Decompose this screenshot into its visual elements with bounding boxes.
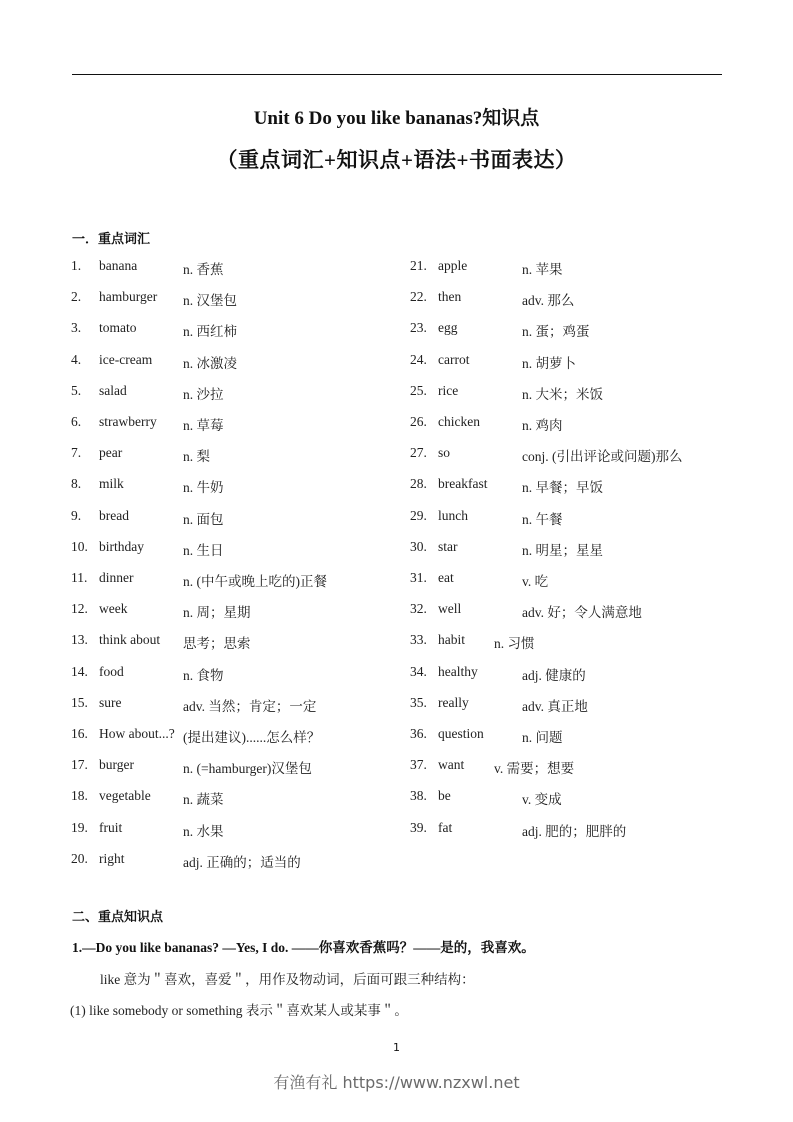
vocab-word: How about...? [99,726,175,741]
vocab-definition: v. 变成 [522,792,562,808]
vocab-number: 37. [410,757,427,773]
vocab-definition: n. 习惯 [494,636,535,652]
vocab-definition: n. (中午或晚上吃的)正餐 [183,574,327,589]
vocab-number: 34. [410,663,427,679]
vocab-number: 1. [71,258,82,273]
vocab-number: 38. [410,788,427,804]
vocab-number: 14. [71,663,88,679]
vocab-number: 20. [71,850,88,866]
vocab-definition: n. 苹果 [522,262,563,277]
vocab-definition: n. 梨 [183,449,210,465]
vocab-definition: n. 大米；米饭 [522,386,603,402]
vocab-number: 15. [71,694,88,710]
vocab-definition: v. 需要；想要 [494,761,575,777]
vocab-number: 5. [71,382,82,398]
section-heading-vocabulary: 一．重点词汇 [72,232,151,247]
vocab-word: then [438,289,462,305]
vocab-word: week [99,601,128,617]
vocab-definition: n. 周；星期 [183,605,251,621]
document-title: Unit 6 Do you like bananas?知识点 [253,108,540,129]
vocab-definition: n. 汉堡包 [183,293,237,309]
vocab-number: 12. [71,601,88,617]
vocab-definition: adj. 健康的 [522,667,586,683]
header-rule [72,74,722,75]
vocab-word: breakfast [438,476,488,492]
vocab-definition: (提出建议)......怎么样？ [183,730,321,745]
vocab-definition: n. 明星；星星 [522,542,603,558]
vocab-word: habit [438,632,465,648]
vocab-word: rice [438,382,459,398]
vocab-definition: conj. (引出评论或问题)那么 [522,449,683,465]
vocab-number: 28. [410,476,427,492]
vocab-word: ice-cream [99,351,153,367]
vocab-number: 8. [71,476,82,492]
vocab-number: 29. [410,507,427,523]
key-point-1-title: 1.—Do you like bananas? —Yes, I do. ——你喜欢香蕉吗？——是的，我喜欢。 [72,940,535,955]
vocab-number: 16. [71,726,88,741]
key-point-1-structure-1: (1) like somebody or something 表示＂喜欢某人或某事＂。 [70,1003,408,1018]
vocab-definition: adj. 正确的；适当的 [183,854,301,870]
vocab-word: really [438,694,469,710]
vocab-word: hamburger [99,289,158,305]
vocab-number: 36. [410,726,427,741]
vocab-definition: v. 吃 [522,574,549,589]
vocab-word: eat [438,570,454,585]
vocab-definition: adj. 肥的；肥胖的 [522,823,627,839]
vocab-definition: adv. 真正地 [522,698,588,714]
vocab-number: 26. [410,414,427,429]
vocab-definition: 思考；思索 [183,636,251,652]
vocab-word: right [99,850,125,866]
vocab-number: 17. [71,757,88,773]
vocab-definition: n. 鸡肉 [522,418,563,433]
vocab-number: 23. [410,320,427,336]
section-heading-key-points: 二、重点知识点 [72,910,164,925]
vocab-definition: n. 问题 [522,730,563,745]
vocab-definition: adv. 当然；肯定；一定 [183,698,317,714]
vocab-word: carrot [438,351,470,367]
vocab-number: 3. [71,320,82,336]
vocab-number: 30. [410,538,427,554]
vocab-word: sure [99,694,122,710]
vocab-definition: n. 香蕉 [183,262,224,277]
document-subtitle: （重点词汇+知识点+语法+书面表达） [216,148,577,172]
vocab-number: 4. [71,351,82,367]
vocab-word: lunch [438,507,468,523]
vocab-number: 27. [410,445,427,461]
vocab-word: bread [99,507,129,523]
vocab-word: vegetable [99,788,151,804]
vocab-definition: n. 水果 [183,823,224,839]
vocab-definition: adv. 那么 [522,293,575,309]
vocab-definition: n. 午餐 [522,511,563,527]
vocab-word: milk [99,476,124,492]
vocab-definition: n. 早餐；早饭 [522,480,603,496]
vocab-definition: n. 蛋；鸡蛋 [522,324,590,340]
vocab-definition: n. 西红柿 [183,324,237,340]
vocab-definition: n. 牛奶 [183,480,224,496]
vocab-word: apple [438,258,468,273]
vocab-number: 31. [410,570,427,585]
vocab-number: 10. [71,538,88,554]
vocab-word: tomato [99,320,137,336]
vocab-word: burger [99,757,134,773]
vocab-word: banana [99,258,138,273]
vocab-number: 2. [71,289,82,305]
vocab-word: fat [438,819,453,835]
vocab-definition: n. 蔬菜 [183,792,224,808]
vocab-number: 22. [410,289,427,305]
vocab-number: 25. [410,382,427,398]
vocab-number: 6. [71,414,82,429]
vocab-word: healthy [438,663,478,679]
vocab-number: 32. [410,601,427,617]
vocab-definition: n. 草莓 [183,418,224,433]
vocab-word: question [438,726,484,741]
vocab-word: egg [438,320,458,336]
vocab-number: 13. [71,632,88,648]
vocab-definition: n. 冰激凌 [183,355,237,371]
vocab-word: food [99,663,124,679]
vocab-number: 35. [410,694,427,710]
vocab-number: 9. [71,507,82,523]
vocab-word: strawberry [99,414,157,429]
vocab-word: want [438,757,465,773]
vocab-word: star [438,538,458,554]
watermark: 有渔有礼 https://www.nzxwl.net [273,1073,520,1092]
vocab-number: 24. [410,351,427,367]
vocab-definition: n. 生日 [183,542,224,558]
vocab-word: fruit [99,819,123,835]
vocab-word: salad [99,382,127,398]
vocab-word: well [438,601,462,617]
vocab-word: chicken [438,414,480,429]
vocab-word: birthday [99,538,144,554]
vocab-word: be [438,788,451,804]
vocab-definition: n. (=hamburger)汉堡包 [183,761,312,777]
vocab-definition: n. 食物 [183,667,224,683]
vocab-number: 7. [71,445,82,461]
vocab-word: think about [99,632,161,648]
vocab-number: 18. [71,788,88,804]
vocab-number: 11. [71,570,88,585]
vocab-number: 19. [71,819,88,835]
vocab-definition: adv. 好；令人满意地 [522,605,642,621]
key-point-1-explanation: like 意为＂喜欢，喜爱＂，用作及物动词，后面可跟三种结构： [100,972,475,987]
vocab-number: 33. [410,632,427,648]
vocab-word: pear [99,445,123,461]
vocab-definition: n. 面包 [183,511,224,527]
vocab-word: so [438,445,451,461]
vocab-definition: n. 沙拉 [183,386,224,402]
vocab-word: dinner [99,570,134,585]
page-number: 1 [393,1041,400,1054]
vocab-number: 39. [410,819,427,835]
vocab-definition: n. 胡萝卜 [522,355,576,371]
vocab-number: 21. [410,258,427,273]
